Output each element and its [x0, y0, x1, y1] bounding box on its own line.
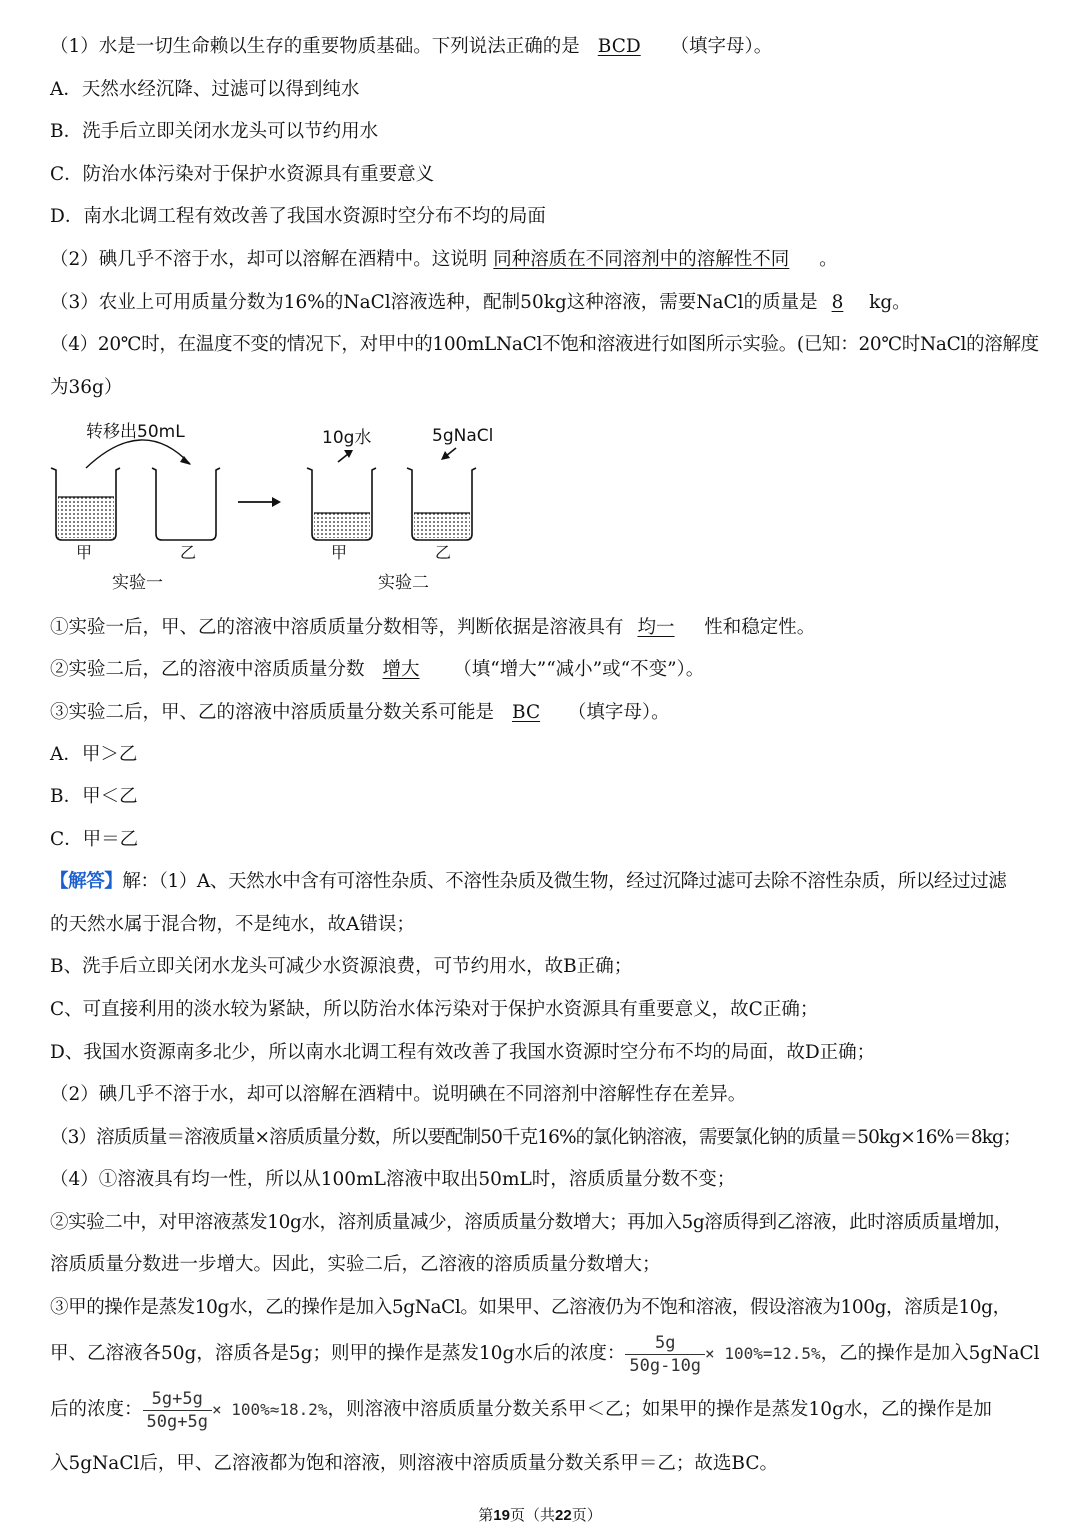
solution-line-13	[50, 1388, 992, 1432]
sub3-stem-post: （填字母）。	[567, 702, 670, 723]
experiment-figure	[48, 416, 500, 598]
page-footer	[0, 1505, 1080, 1526]
fraction-1	[625, 1333, 705, 1376]
sub3-line	[50, 700, 670, 726]
label-yi-2: 乙	[435, 543, 452, 562]
footer-pre: 第	[478, 1506, 494, 1524]
fraction-2	[143, 1389, 212, 1432]
beaker-jia-1	[51, 468, 120, 540]
option-c: C．防治水体污染对于保护水资源具有重要意义	[50, 164, 435, 185]
q3-answer: 8	[831, 292, 844, 313]
sub1-stem-post: 性和稳定性。	[704, 617, 816, 638]
q4-line-1: （4）20℃时，在温度不变的情况下，对甲中的100mLNaCl不饱和溶液进行如图所示实验。(已知：20℃时NaCl的溶解度	[50, 334, 1039, 355]
fraction-2-numerator: 5g+5g	[143, 1389, 212, 1411]
sub1-answer: 均一	[637, 617, 675, 638]
q3-stem: （3）农业上可用质量分数为16%的NaCl溶液选种，配制50kg这种溶液，需要NaCl的质量是	[50, 292, 818, 313]
label-yi-1: 乙	[180, 543, 197, 562]
q2-stem-post: 。	[819, 249, 838, 270]
transfer-label: 转移出50mL	[86, 422, 185, 442]
sub2-stem: ②实验二后，乙的溶液中溶质质量分数	[50, 659, 365, 680]
option-d: D．南水北调工程有效改善了我国水资源时空分布不均的局面	[50, 206, 546, 227]
q1-line	[50, 34, 772, 60]
option3-c: C．甲＝乙	[50, 829, 139, 850]
exp1-label: 实验一	[112, 573, 163, 593]
sub2-answer: 增大	[382, 659, 420, 680]
sub3-answer: BC	[512, 702, 541, 723]
solution-line-8: （4）①溶液具有均一性，所以从100mL溶液中取出50mL时，溶质质量分数不变；	[50, 1169, 736, 1190]
footer-total-pages: 22	[555, 1507, 572, 1524]
solution-line-3: B、洗手后立即关闭水龙头可减少水资源浪费，可节约用水，故B正确；	[50, 956, 633, 977]
fraction-1-numerator: 5g	[625, 1333, 705, 1355]
solution-line-4: C、可直接利用的淡水较为紧缺，所以防治水体污染对于保护水资源具有重要意义，故C正确；	[50, 999, 819, 1020]
q1-stem-post: （填字母）。	[670, 36, 773, 57]
nacl-label: 5gNaCl	[432, 426, 494, 446]
solution-text-13-post: ，则溶液中溶质质量分数关系甲＜乙；如果甲的操作是蒸发10g水，乙的操作是加	[327, 1399, 992, 1420]
footer-post: 页）	[571, 1506, 602, 1524]
solution-text-12-post: ，乙的操作是加入5gNaCl	[820, 1343, 1040, 1364]
fraction-2-denominator: 50g+5g	[146, 1411, 208, 1432]
evaporation-arrow	[338, 454, 348, 462]
footer-page-number: 19	[493, 1507, 510, 1524]
solution-line-10: 溶质质量分数进一步增大。因此，实验二后，乙溶液的溶质质量分数增大；	[50, 1254, 661, 1275]
solution-line-11: ③甲的操作是蒸发10g水，乙的操作是加入5gNaCl。如果甲、乙溶液仍为不饱和溶液，假设溶液为100g，溶质是10g，	[50, 1297, 1011, 1318]
option-b: B．洗手后立即关闭水龙头可以节约用水	[50, 121, 379, 142]
solution-line-7: （3）溶质质量＝溶液质量×溶质质量分数，所以要配制50千克16%的氯化钠溶液，需要氯化钠的质量＝50kg×16%＝8kg；	[50, 1127, 1021, 1148]
q4-line-2: 为36g）	[50, 377, 123, 398]
solution-line-9: ②实验二中，对甲溶液蒸发10g水，溶剂质量减少，溶质质量分数增大；再加入5g溶质得到乙溶液，此时溶质质量增加，	[50, 1212, 1013, 1233]
label-jia-2: 甲	[331, 543, 348, 562]
solution-line-5: D、我国水资源南多北少，所以南水北调工程有效改善了我国水资源时空分布不均的局面，故D正确；	[50, 1042, 876, 1063]
transfer-arrowhead	[180, 456, 191, 465]
beaker-jia-2	[307, 468, 376, 540]
option3-b: B．甲＜乙	[50, 786, 138, 807]
option3-a: A．甲＞乙	[50, 744, 138, 765]
transfer-arrow	[86, 440, 190, 468]
solution-line-14: 入5gNaCl后，甲、乙溶液都为饱和溶液，则溶液中溶质质量分数关系甲＝乙；故选BC。	[50, 1453, 778, 1474]
q1-stem: （1）水是一切生命赖以生存的重要物质基础。下列说法正确的是	[50, 36, 580, 57]
q1-answer: BCD	[597, 36, 641, 57]
beaker-yi-1	[152, 468, 220, 540]
option-a: A．天然水经沉降、过滤可以得到纯水	[50, 79, 360, 100]
exp2-label: 实验二	[378, 573, 429, 593]
footer-mid: 页（共	[509, 1506, 555, 1524]
solution-tag: 【解答】	[50, 871, 123, 892]
sub3-stem: ③实验二后，甲、乙的溶液中溶质质量分数关系可能是	[50, 702, 495, 723]
q2-line	[50, 247, 838, 273]
q3-stem-post: kg。	[869, 292, 911, 313]
sub2-line	[50, 657, 704, 683]
solution-text-13: 后的浓度：	[50, 1399, 143, 1420]
sub1-line	[50, 615, 815, 641]
solution-text-12: 甲、乙溶液各50g，溶质各是5g；则甲的操作是蒸发10g水后的浓度：	[50, 1343, 626, 1364]
solution-line-1	[50, 869, 1006, 895]
solution-line-6: （2）碘几乎不溶于水，却可以溶解在酒精中。说明碘在不同溶剂中溶解性存在差异。	[50, 1084, 747, 1105]
sub2-stem-post: （填“增大”“减小”或“不变”）。	[453, 659, 705, 680]
beaker-yi-2	[407, 468, 476, 540]
label-jia-1: 甲	[76, 543, 93, 562]
water-label: 10g水	[322, 428, 372, 448]
fraction-2-result: × 100%≈18.2%	[211, 1400, 328, 1419]
q3-line	[50, 290, 911, 316]
q2-stem: （2）碘几乎不溶于水，却可以溶解在酒精中。这说明	[50, 249, 488, 270]
q2-answer: 同种溶质在不同溶剂中的溶解性不同	[493, 249, 790, 270]
fraction-1-denominator: 50g-10g	[629, 1355, 702, 1376]
solution-line-12	[50, 1332, 1040, 1376]
solution-text-1: 解：（1）A、天然水中含有可溶性杂质、不溶性杂质及微生物，经过沉降过滤可去除不溶性杂质，所以经过过滤	[122, 871, 1007, 892]
fraction-1-result: × 100%=12.5%	[705, 1344, 821, 1363]
solution-line-2: 的天然水属于混合物，不是纯水，故A错误；	[50, 914, 415, 935]
sub1-stem: ①实验一后，甲、乙的溶液中溶质质量分数相等，判断依据是溶液具有	[50, 617, 624, 638]
